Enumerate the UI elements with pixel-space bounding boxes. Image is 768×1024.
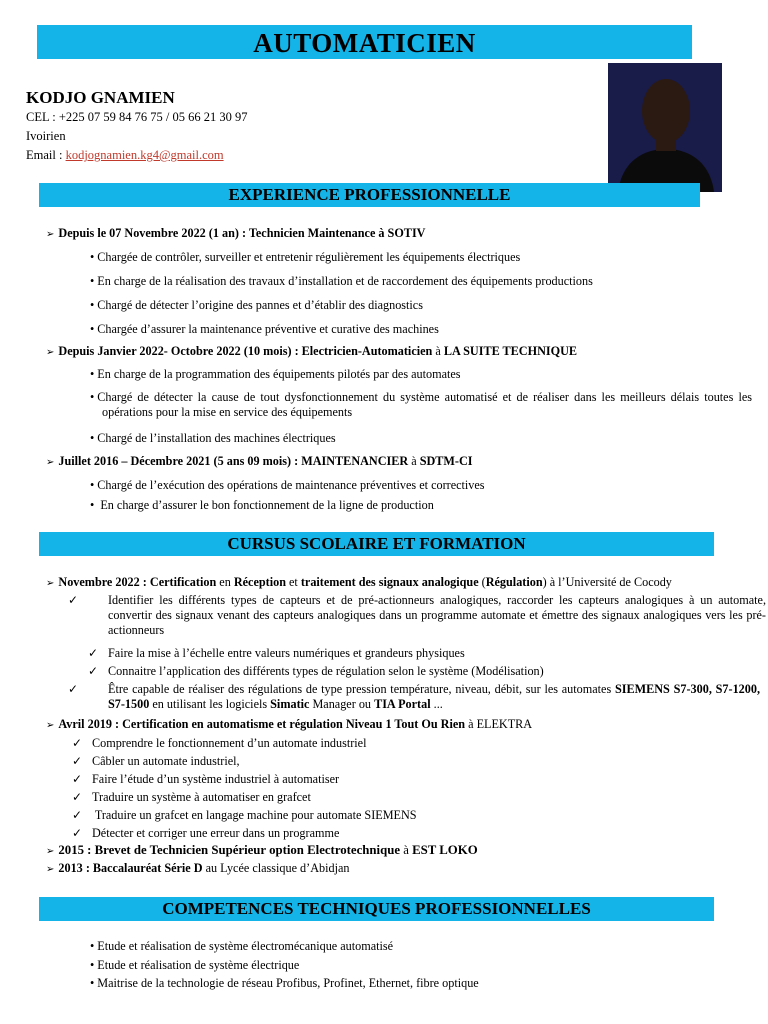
email-link[interactable]: kodjognamien.kg4@gmail.com [65, 148, 224, 162]
education-check: ✓ Comprendre le fonctionnement d’un automate industriel [72, 736, 367, 750]
section-skills-header: COMPETENCES TECHNIQUES PROFESSIONNELLES [39, 897, 714, 921]
skill-item: • Maitrise de la technologie de réseau Profibus, Profinet, Ethernet, fibre optique [90, 976, 479, 990]
checkmark-icon: ✓ [72, 754, 83, 768]
phone-number: CEL : +225 07 59 84 76 75 / 05 66 21 30 97 [26, 110, 248, 124]
arrow-icon: ➢ [46, 720, 55, 731]
arrow-icon: ➢ [46, 229, 55, 240]
bullet-icon: • [90, 939, 95, 953]
bullet-icon: • [90, 274, 95, 288]
education-check: ✓ Détecter et corriger une erreur dans un programme [72, 826, 340, 840]
education-bac: ➢ 2013 : Baccalauréat Série D au Lycée classique d’Abidjan [46, 861, 350, 875]
bullet-icon: • [90, 498, 95, 512]
email-line [26, 147, 224, 163]
education-check: ✓ Faire l’étude d’un système industriel à automatiser [72, 772, 340, 786]
checkmark-icon: ✓ [68, 682, 79, 696]
education-cert-1: ➢ Novembre 2022 : Certification en Réception et traitement des signaux analogique (Régulation) à l’Université de Cocody [46, 575, 672, 589]
checkmark-icon: ✓ [72, 736, 83, 750]
profile-photo-image [608, 63, 722, 192]
experience-bullet: • En charge de la programmation des équipements pilotés par des automates [90, 367, 461, 381]
bullet-icon: • [90, 322, 95, 336]
candidate-name: KODJO GNAMIEN [26, 88, 175, 107]
experience-bullet: • Chargé de l’exécution des opérations de maintenance préventives et correctives [90, 478, 485, 492]
experience-heading-1: ➢ Depuis le 07 Novembre 2022 (1 an) : Technicien Maintenance à SOTIV [46, 226, 426, 240]
section-experience-header: EXPERIENCE PROFESSIONNELLE [39, 183, 700, 207]
arrow-icon: ➢ [46, 457, 55, 468]
bullet-icon: • [90, 250, 95, 264]
checkmark-icon: ✓ [88, 646, 99, 660]
arrow-icon: ➢ [46, 578, 55, 589]
experience-bullet: • Chargé de détecter la cause de tout dysfonctionnement du système automatisé et de réaliser dans les meilleurs délais toutes les opérations pour la mise en service des équipements [90, 390, 752, 419]
email-label: Email : [26, 148, 66, 162]
checkmark-icon: ✓ [72, 826, 83, 840]
section-education-header: CURSUS SCOLAIRE ET FORMATION [39, 532, 714, 556]
experience-bullet: • Chargé de détecter l’origine des pannes et d’établir des diagnostics [90, 298, 423, 312]
experience-bullet: • En charge d’assurer le bon fonctionnement de la ligne de production [90, 498, 434, 512]
education-cert-2: ➢ Avril 2019 : Certification en automatisme et régulation Niveau 1 Tout Ou Rien à ELEKTRA [46, 717, 533, 731]
education-check: ✓ Identifier les différents types de capteurs et de pré-actionneurs analogiques, raccorder les capteurs analogiques à un automate, convertir des signaux venant des capteurs analogiques dans un programme automate et émettre des signaux analogiques vers les pré-actionneurs [68, 593, 766, 637]
checkmark-icon: ✓ [88, 664, 99, 678]
bullet-icon: • [90, 431, 95, 445]
education-check: ✓ Être capable de réaliser des régulations de type pression température, niveau, débit, sur les automates SIEMENS S7-300, S7-1200, S7-1500 en utilisant les logiciels Simatic Manager ou TIA Portal ... [68, 682, 760, 711]
nationality: Ivoirien [26, 129, 66, 143]
experience-bullet: • Chargée d’assurer la maintenance préventive et curative des machines [90, 322, 439, 336]
checkmark-icon: ✓ [72, 772, 83, 786]
experience-bullet: • Chargé de l’installation des machines électriques [90, 431, 336, 445]
education-check: ✓ Traduire un grafcet en langage machine pour automate SIEMENS [72, 808, 417, 822]
arrow-icon: ➢ [46, 864, 55, 875]
experience-heading-2: ➢ Depuis Janvier 2022- Octobre 2022 (10 mois) : Electricien-Automaticien à LA SUITE TECHNIQUE [46, 344, 578, 358]
experience-heading-3: ➢ Juillet 2016 – Décembre 2021 (5 ans 09 mois) : MAINTENANCIER à SDTM-CI [46, 454, 473, 468]
experience-bullet: • Chargée de contrôler, surveiller et entretenir régulièrement les équipements électriques [90, 250, 521, 264]
arrow-icon: ➢ [46, 846, 55, 857]
profile-photo [608, 63, 722, 192]
bullet-icon: • [90, 976, 95, 990]
education-check: ✓ Connaitre l’application des différents types de régulation selon le système (Modélisation) [88, 664, 544, 678]
education-bts: ➢ 2015 : Brevet de Technicien Supérieur option Electrotechnique à EST LOKO [46, 843, 478, 857]
bullet-icon: • [90, 390, 95, 404]
bullet-icon: • [90, 958, 95, 972]
education-check: ✓ Traduire un système à automatiser en grafcet [72, 790, 311, 804]
arrow-icon: ➢ [46, 347, 55, 358]
cv-title: AUTOMATICIEN [37, 25, 692, 59]
bullet-icon: • [90, 298, 95, 312]
checkmark-icon: ✓ [72, 790, 83, 804]
skill-item: • Etude et réalisation de système électrique [90, 958, 300, 972]
education-check: ✓ Câbler un automate industriel, [72, 754, 240, 768]
bullet-icon: • [90, 367, 95, 381]
education-check: ✓ Faire la mise à l’échelle entre valeurs numériques et grandeurs physiques [88, 646, 465, 660]
bullet-icon: • [90, 478, 95, 492]
checkmark-icon: ✓ [68, 593, 79, 607]
experience-bullet: • En charge de la réalisation des travaux d’installation et de raccordement des équipements productions [90, 274, 593, 288]
checkmark-icon: ✓ [72, 808, 83, 822]
skill-item: • Etude et réalisation de système électromécanique automatisé [90, 939, 394, 953]
